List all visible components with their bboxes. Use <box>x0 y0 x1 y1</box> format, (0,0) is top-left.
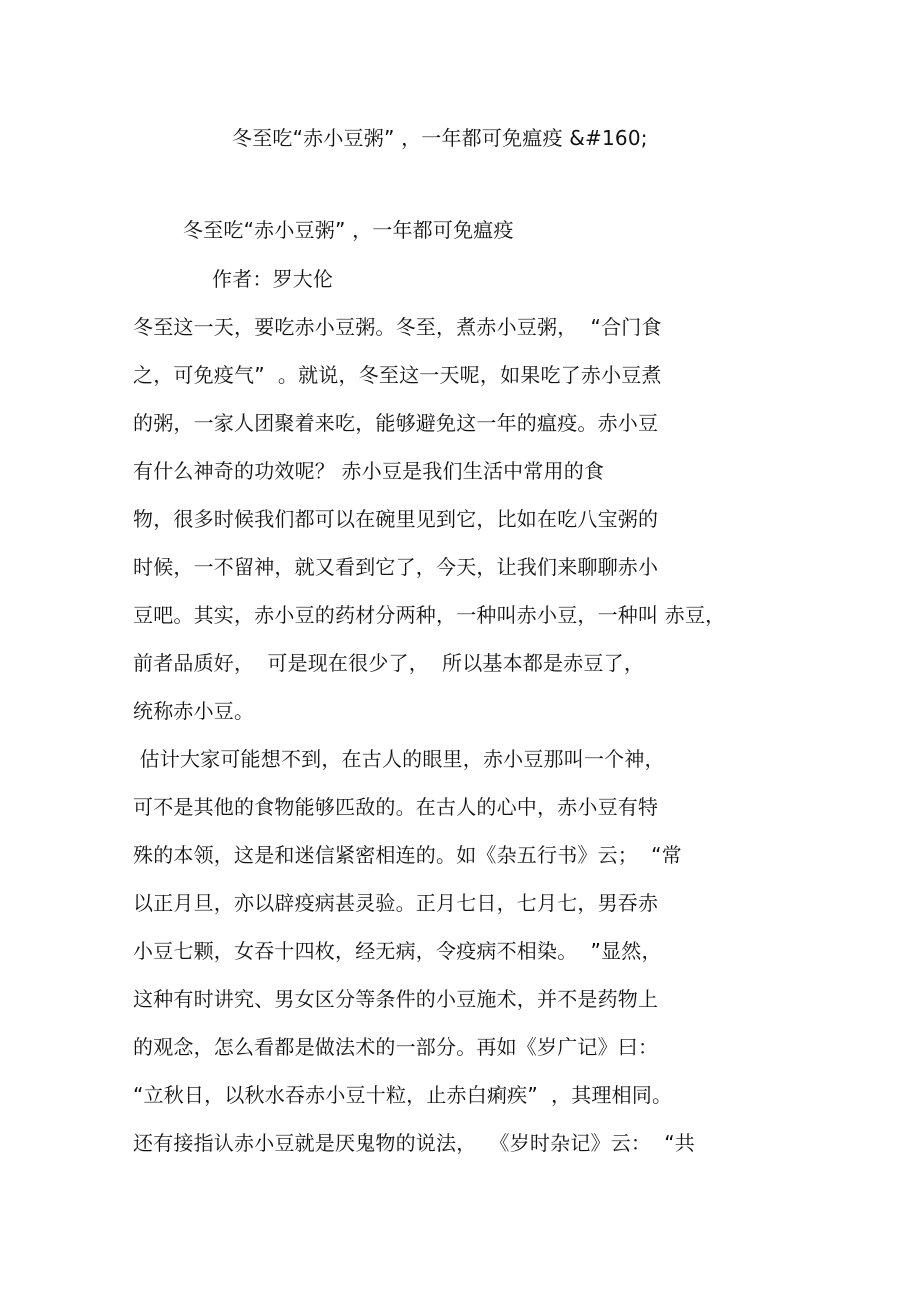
body-line: 有什么神奇的功效呢？ 赤小豆是我们生活中常用的食 <box>133 459 605 483</box>
body-line: 统称赤小豆。 <box>133 699 255 723</box>
body-line: 之，可免疫气” 。就说，冬至这一天呢，如果吃了赤小豆煮 <box>133 363 662 387</box>
body-line: 前者品质好， 可是现在很少了， 所以基本都是赤豆了， <box>133 651 645 675</box>
body-line: 的粥，一家人团聚着来吃，能够避免这一年的瘟疫。赤小豆 <box>133 411 659 435</box>
body-line: 物，很多时候我们都可以在碗里见到它，比如在吃八宝粥的 <box>133 507 659 531</box>
body-line: 可不是其他的食物能够匹敌的。在古人的心中，赤小豆有特 <box>133 795 659 819</box>
body-line: 的观念，怎么看都是做法术的一部分。再如《岁广记》曰： <box>133 1035 659 1059</box>
body-line: 估计大家可能想不到，在古人的眼里，赤小豆那叫一个神， <box>133 747 665 771</box>
body-line: 豆吧。其实，赤小豆的药材分两种，一种叫赤小豆，一种叫 赤豆， <box>133 603 726 627</box>
body-line: 小豆七颗，女吞十四枚，经无病，令疫病不相染。 ”显然， <box>133 939 662 963</box>
author-line: 作者：罗大伦 <box>212 267 334 291</box>
body-line: 时候，一不留神，就又看到它了，今天，让我们来聊聊赤小 <box>133 555 659 579</box>
body-line: 殊的本领，这是和迷信紧密相连的。如《杂五行书》云； “常 <box>133 843 682 867</box>
body-line: 冬至这一天，要吃赤小豆粥。冬至，煮赤小豆粥， “合门食 <box>133 315 662 339</box>
page-title: 冬至吃“赤小豆粥” ，一年都可免瘟疫 &#160; <box>232 126 648 150</box>
article-subtitle: 冬至吃“赤小豆粥” ，一年都可免瘟疫 <box>183 218 514 242</box>
body-line: 还有接指认赤小豆就是厌鬼物的说法， 《岁时杂记》云： “共 <box>133 1131 695 1155</box>
body-line: 这种有时讲究、男女区分等条件的小豆施术，并不是药物上 <box>133 987 659 1011</box>
body-line: 以正月旦，亦以辟疫病甚灵验。正月七日，七月七，男吞赤 <box>133 891 659 915</box>
body-line: “立秋日，以秋水吞赤小豆十粒，止赤白痢疾” ，其理相同。 <box>133 1083 673 1107</box>
